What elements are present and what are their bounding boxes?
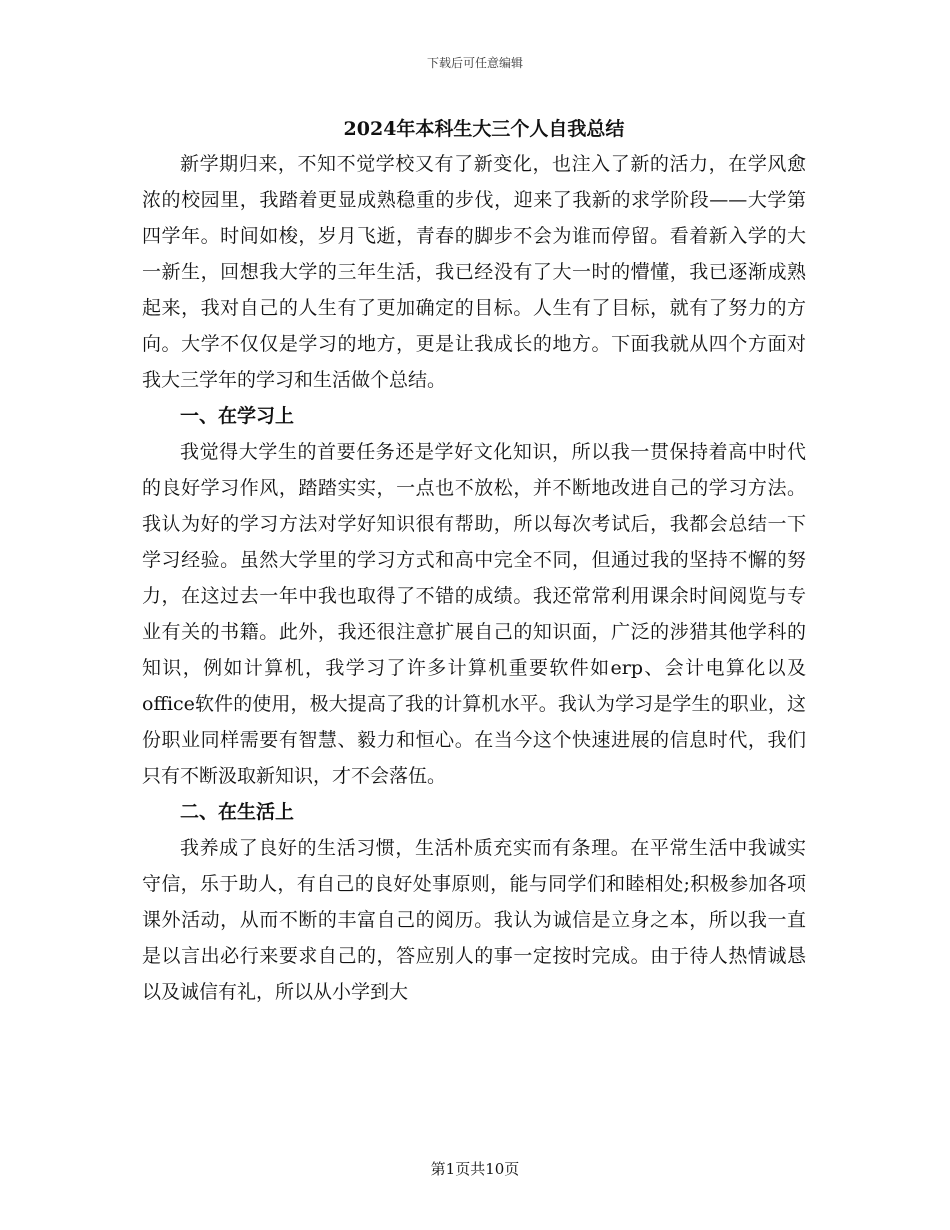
- paragraph-life: 我养成了良好的生活习惯，生活朴质充实而有条理。在平常生活中我诚实守信，乐于助人，有自己的良好处事原则，能与同学们和睦相处;积极参加各项课外活动，从而不断的丰富自己的阅历。我认为诚信是立身之本，所以我一直是以言出必行来要求自己的，答应别人的事一定按时完成。由于待人热情诚恳以及诚信有礼，所以从小学到大: [142, 837, 806, 1003]
- section-heading-study: 一、在学习上: [180, 405, 295, 427]
- paragraph-study: 我觉得大学生的首要任务还是学好文化知识，所以我一贯保持着高中时代的良好学习作风，踏踏实实，一点也不放松，并不断地改进自己的学习方法。我认为好的学习方法对学好知识很有帮助，所以每次考试后，我都会总结一下学习经验。虽然大学里的学习方式和高中完全不同，但通过我的坚持不懈的努力，在这过去一年中我也取得了不错的成绩。我还常常利用课余时间阅览与专业有关的书籍。此外，我还很注意扩展自己的知识面，广泛的涉猎其他学科的知识，例如计算机，我学习了许多计算机重要软件如erp、会计电算化以及office软件的使用，极大提高了我的计算机水平。我认为学习是学生的职业，这份职业同样需要有智慧、毅力和恒心。在当今这个快速进展的信息时代，我们只有不断汲取新知识，才不会落伍。: [142, 441, 806, 787]
- header-note: 下载后可任意编辑: [426, 56, 523, 70]
- page-number-footer: 第1页共10页: [430, 1160, 520, 1178]
- paragraph-intro: 新学期归来，不知不觉学校又有了新变化，也注入了新的活力，在学风愈浓的校园里，我踏着更显成熟稳重的步伐，迎来了我新的求学阶段——大学第四学年。时间如梭，岁月飞逝，青春的脚步不会为谁而停留。看着新入学的大一新生，回想我大学的三年生活，我已经没有了大一时的懵懂，我已逐渐成熟起来，我对自己的人生有了更加确定的目标。人生有了目标，就有了努力的方向。大学不仅仅是学习的地方，更是让我成长的地方。下面我就从四个方面对我大三学年的学习和生活做个总结。: [142, 153, 806, 391]
- section-heading-life: 二、在生活上: [180, 801, 295, 823]
- document-title: 2024年本科生大三个人自我总结: [343, 118, 625, 140]
- document-body: [142, 112, 806, 1010]
